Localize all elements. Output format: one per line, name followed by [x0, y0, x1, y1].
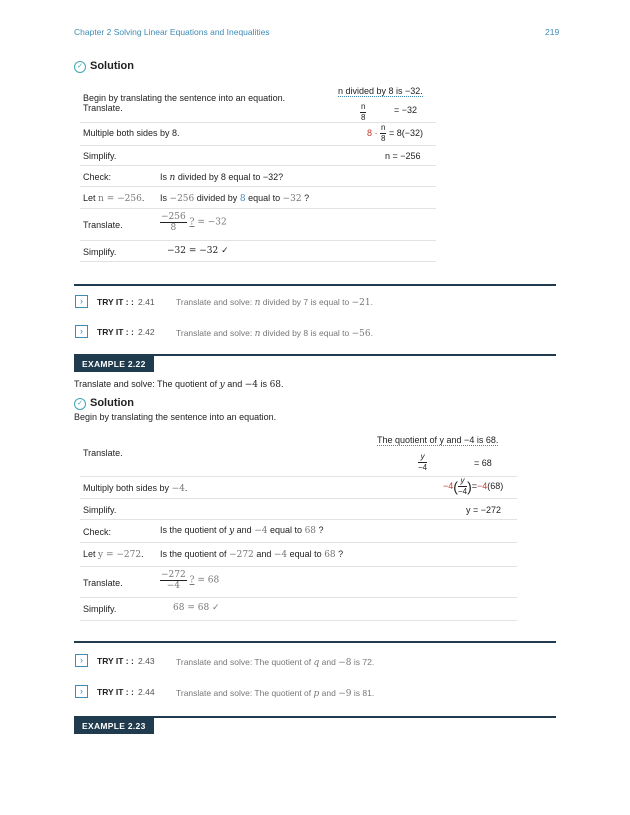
chevron-right-icon[interactable]: › — [75, 685, 88, 698]
t2-rhs: = 68 — [197, 575, 220, 586]
let-eq: y = −272 — [98, 550, 142, 560]
check-var: n — [169, 173, 176, 183]
try-it-text — [176, 688, 374, 699]
t2-expr — [160, 570, 219, 591]
mend: . — [184, 483, 188, 493]
t2-expr — [160, 212, 227, 233]
cres: 68 — [304, 526, 317, 536]
c2: and — [236, 525, 252, 535]
check-circle-icon: ✓ — [74, 61, 86, 73]
t2-den: −4 — [166, 581, 180, 591]
ldiv: −4 — [273, 550, 288, 560]
s2: −32 = −32 ✓ — [167, 246, 229, 256]
check-t2: divided by 8 equal to −32? — [177, 172, 284, 182]
eq3: n = −256 — [385, 151, 421, 161]
check-text — [160, 172, 283, 183]
cval: −4 — [254, 526, 268, 536]
t-a: Translate and solve: The quotient of — [176, 657, 312, 667]
t-val: −9 — [338, 689, 352, 699]
lres: 68 — [324, 550, 336, 560]
try-it-text — [176, 297, 373, 308]
t-b: divided by 7 is equal to — [262, 297, 350, 307]
eq2-lhs: 8 · — [367, 127, 378, 138]
try-it-label: TRY IT : : — [97, 687, 134, 697]
eq2-eq: = 8 — [389, 127, 402, 138]
t-b: and — [321, 657, 336, 667]
equation-2 — [367, 123, 423, 144]
let-dot: . — [141, 549, 144, 559]
check-t1: Is — [160, 172, 168, 182]
c1: Is the quotient of — [160, 525, 227, 535]
pvar: y — [219, 380, 225, 390]
example-tag: EXAMPLE 2.22 — [74, 356, 154, 372]
try-it-text — [176, 328, 373, 339]
l1: Is the quotient of — [160, 549, 227, 559]
cq: ? — [318, 525, 324, 535]
try-it-label: TRY IT : : — [97, 297, 134, 307]
eq2-mid: = — [471, 480, 477, 491]
equation-1 — [360, 102, 366, 123]
pend: . — [281, 379, 284, 389]
t-val: −56 — [351, 329, 371, 339]
let-dot: . — [141, 193, 145, 203]
t-val: −21 — [351, 298, 371, 308]
check-label: Check: — [83, 527, 112, 537]
try-it-label: TRY IT : : — [97, 327, 134, 337]
t-a: Translate and solve: The quotient of — [176, 688, 312, 698]
sentence-label: The quotient of y and −4 is 68. — [377, 435, 499, 445]
try-it-label: TRY IT : : — [97, 656, 134, 666]
page-number: 219 — [545, 27, 560, 37]
check-text — [160, 525, 324, 536]
translate2-label: Translate. — [83, 220, 123, 230]
translate2-label: Translate. — [83, 578, 123, 588]
running-head-chapter: Chapter 2 Solving Linear Equations and Inequalities — [74, 27, 270, 37]
eq1-num: y — [418, 452, 427, 463]
mval: −4 — [171, 484, 185, 494]
t2-rhs: = −32 — [197, 217, 227, 228]
p1: Translate and solve: The quotient of — [74, 379, 218, 389]
translate-label: Translate. — [83, 103, 123, 113]
t-val: −8 — [338, 658, 352, 668]
m1: Multiply both sides by — [83, 483, 170, 493]
c3: equal to — [270, 525, 303, 535]
intro-text: Begin by translating the sentence into an equation. — [83, 93, 286, 103]
t-b: divided by 8 is equal to — [262, 328, 350, 338]
let-div: 8 — [239, 194, 246, 204]
p2: and — [227, 379, 243, 389]
eq2-rhs: (68) — [487, 480, 504, 491]
let-row-label — [83, 193, 144, 204]
simplify-label: Simplify. — [83, 151, 117, 161]
let-target: −32 — [282, 194, 302, 204]
translate-label: Translate. — [83, 448, 123, 458]
t-var: p — [313, 689, 320, 699]
lval: −272 — [229, 550, 254, 560]
l2: and — [256, 549, 272, 559]
eq1-num: n — [361, 102, 366, 111]
check-circle-icon: ✓ — [74, 398, 86, 410]
eq2-rhs-red: −4 — [477, 480, 488, 491]
let-label: Let — [83, 193, 96, 203]
sentence-label: n divided by 8 is −32. — [338, 86, 423, 96]
eq2-den: −4 — [457, 487, 468, 496]
s2: 68 = 68 ✓ — [173, 603, 220, 613]
t-var: n — [254, 329, 261, 339]
t-c: is 72. — [353, 657, 375, 667]
try-it-number: 2.41 — [138, 297, 155, 307]
simplify2-label: Simplify. — [83, 247, 117, 257]
pval: −4 — [244, 380, 259, 390]
let-t2: divided by — [196, 193, 238, 203]
t2-num: −256 — [161, 212, 186, 222]
equation-2: −4( $\frac{y}{-4}$ )=−4(68) — [443, 476, 504, 496]
t-b: and — [321, 688, 336, 698]
let-val: −256 — [169, 194, 195, 204]
check-label: Check: — [83, 172, 112, 182]
example-tag: EXAMPLE 2.23 — [74, 718, 154, 734]
eq2-rhs: (−32) — [401, 127, 424, 138]
p3: is — [260, 379, 268, 389]
let-row-text — [160, 193, 309, 204]
chevron-right-icon[interactable]: › — [75, 295, 88, 308]
try-it-number: 2.44 — [138, 687, 155, 697]
let-row-label — [83, 549, 144, 560]
t2-num: −272 — [161, 570, 186, 580]
eq1-den: −4 — [418, 463, 428, 472]
example-prompt — [74, 379, 284, 390]
t2-den: 8 — [170, 223, 177, 233]
simplify-label: Simplify. — [83, 505, 117, 515]
let-label: Let — [83, 549, 96, 559]
t-a: Translate and solve: — [176, 328, 253, 338]
simplify2-label: Simplify. — [83, 604, 117, 614]
solution-heading: Solution — [90, 60, 134, 72]
t-a: Translate and solve: — [176, 297, 253, 307]
intro-text: Begin by translating the sentence into an equation. — [74, 412, 277, 422]
chevron-right-icon[interactable]: › — [75, 654, 88, 667]
t2-q: ? — [189, 217, 195, 228]
t-end: . — [370, 297, 374, 307]
t-var: n — [254, 298, 261, 308]
t-end: . — [370, 328, 374, 338]
equation-1 — [418, 452, 427, 473]
try-it-text — [176, 657, 374, 668]
lq: ? — [338, 549, 344, 559]
eq1-rhs: = 68 — [474, 458, 492, 468]
multiply-label: Multiple both sides by 8. — [83, 128, 180, 138]
eq3: y = −272 — [466, 505, 502, 515]
eq1-den: 8 — [361, 113, 366, 122]
let-t3: equal to — [248, 193, 281, 203]
eq2-num: y — [458, 476, 467, 487]
eq2-lhs: −4 — [443, 480, 454, 491]
eq2-num: n — [381, 123, 386, 132]
solution-heading: Solution — [90, 397, 134, 409]
t-c: is 81. — [353, 688, 375, 698]
try-it-number: 2.43 — [138, 656, 155, 666]
let-eq: n = −256 — [98, 194, 142, 204]
eq1-rhs: = −32 — [394, 105, 418, 115]
t-var: q — [313, 658, 320, 668]
l3: equal to — [289, 549, 322, 559]
cvar: y — [229, 526, 235, 536]
let-t1: Is — [160, 193, 168, 203]
eq2-den: 8 — [381, 134, 386, 143]
let-row-text — [160, 549, 343, 560]
t2-q: ? — [189, 575, 195, 586]
chevron-right-icon[interactable]: › — [75, 325, 88, 338]
pres: 68 — [269, 380, 282, 390]
try-it-number: 2.42 — [138, 327, 155, 337]
multiply-label — [83, 483, 187, 494]
let-q: ? — [304, 193, 310, 203]
